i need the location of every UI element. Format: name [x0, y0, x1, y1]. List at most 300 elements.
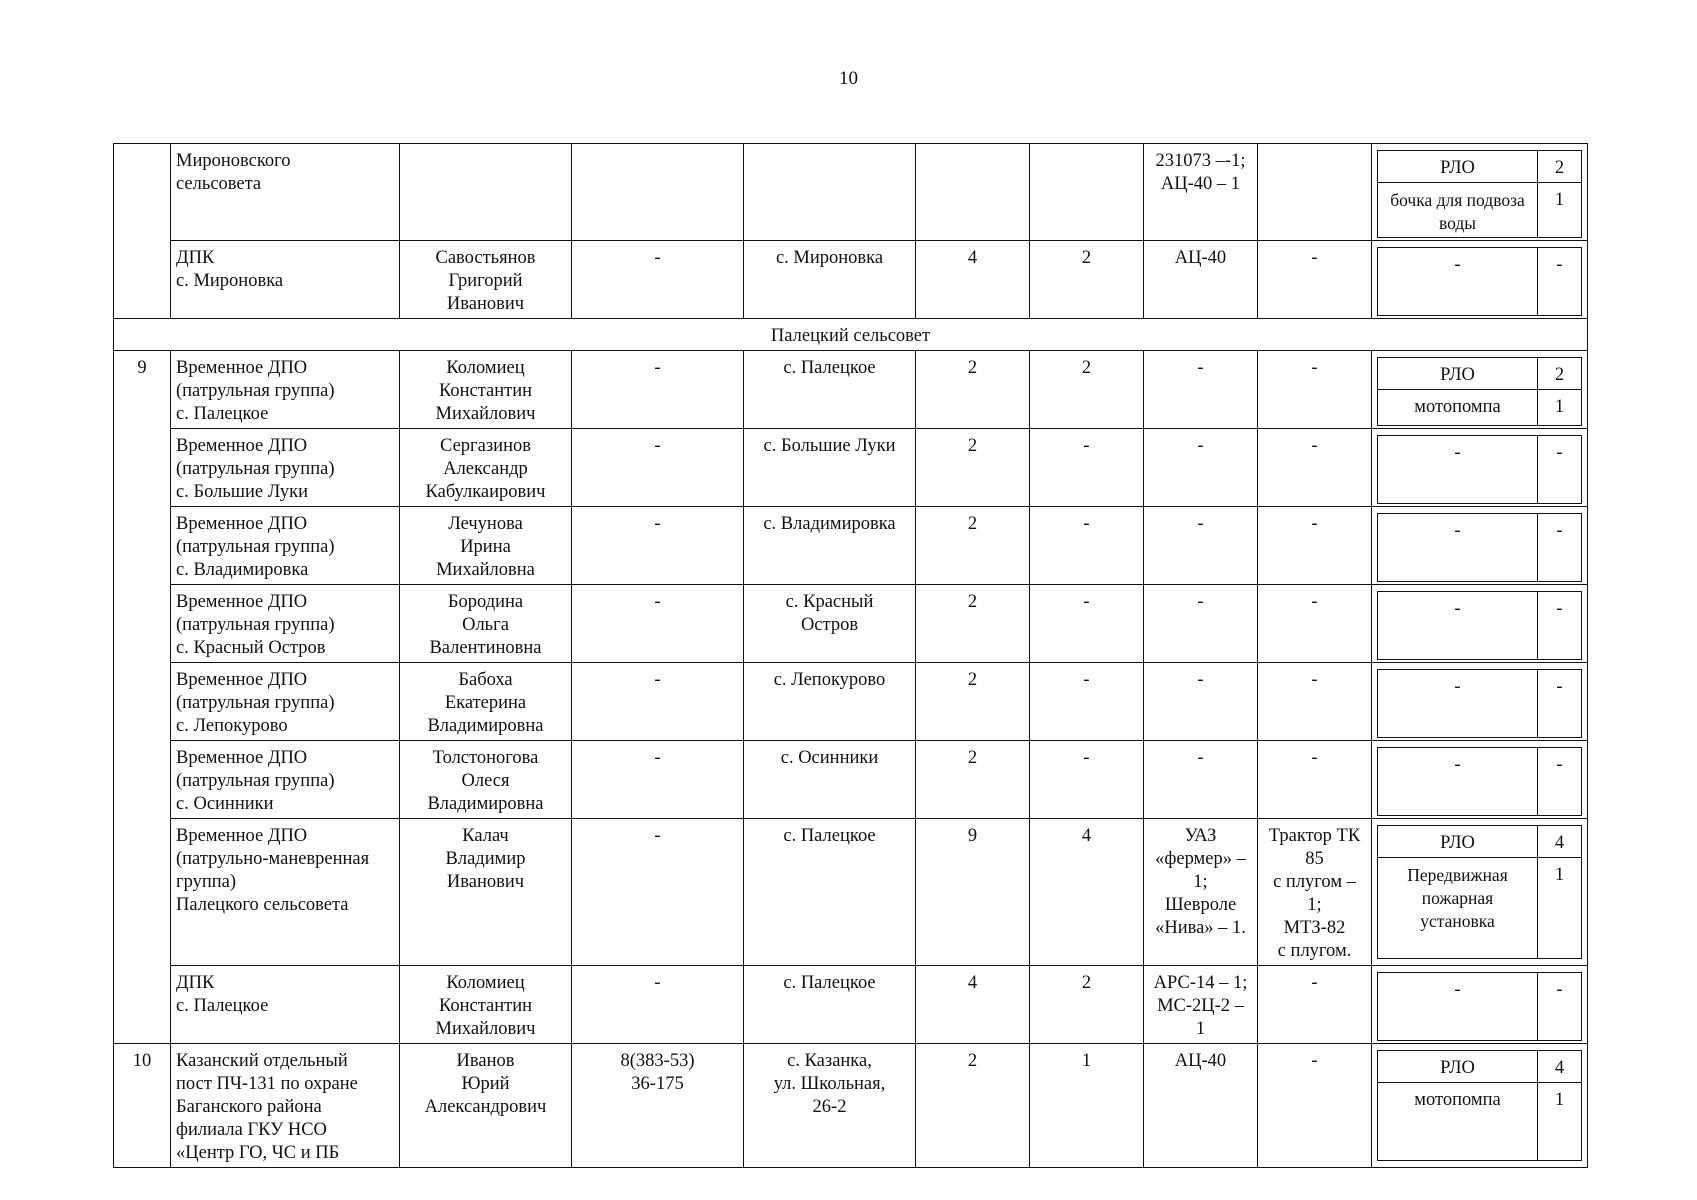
unit-shifts: - — [1030, 741, 1144, 819]
cell-line: - — [1311, 592, 1318, 612]
cell-line: УАЗ — [1184, 826, 1217, 846]
equipment-name-line: воды — [1438, 213, 1477, 233]
cell-line: Григорий — [448, 271, 523, 291]
equipment-name-line: РЛО — [1440, 158, 1475, 178]
cell-line: Владимировна — [427, 716, 544, 736]
cell-line: Иванович — [446, 872, 525, 892]
unit-location — [744, 663, 916, 741]
cell-line: Кабулкаирович — [425, 482, 546, 502]
equipment-list — [1377, 747, 1582, 816]
unit-equipment — [1372, 429, 1588, 507]
table-row — [114, 351, 1588, 429]
table-row — [114, 819, 1588, 966]
cell-line: АЦ-40 – 1 — [1160, 174, 1241, 194]
unit-equipment — [1372, 663, 1588, 741]
cell-line: Временное ДПО — [176, 826, 308, 846]
cell-line: 1; — [1307, 895, 1322, 915]
cell-line: - — [1197, 592, 1204, 612]
equipment-name — [1378, 973, 1538, 1041]
cell-line: Бабоха — [458, 670, 513, 690]
table-row — [114, 585, 1588, 663]
unit-shifts: 2 — [1030, 966, 1144, 1044]
cell-line: 231073 –-1; — [1155, 151, 1246, 171]
equipment-item — [1378, 1083, 1582, 1161]
unit-location — [744, 585, 916, 663]
unit-location — [744, 507, 916, 585]
equipment-name — [1378, 514, 1538, 582]
cell-line: с. Палецкое — [176, 404, 269, 424]
unit-equipment — [1372, 819, 1588, 966]
equipment-name-line: РЛО — [1440, 365, 1475, 385]
cell-line: Владимировна — [427, 794, 544, 814]
unit-phone — [572, 741, 744, 819]
table-row — [114, 429, 1588, 507]
unit-phone — [572, 819, 744, 966]
unit-machinery — [1144, 351, 1258, 429]
equipment-name-line: мотопомпа — [1414, 397, 1501, 417]
unit-machinery — [1144, 507, 1258, 585]
cell-line: - — [1311, 670, 1318, 690]
cell-line: - — [1197, 670, 1204, 690]
cell-line: Временное ДПО — [176, 358, 308, 378]
cell-line: с. Палецкое — [176, 996, 269, 1016]
cell-line: (патрульная группа) — [176, 537, 335, 557]
cell-line: Михайлович — [435, 1019, 536, 1039]
cell-line: АЦ-40 — [1174, 1051, 1227, 1071]
cell-line: с. Большие Луки — [763, 436, 896, 456]
equipment-count: - — [1538, 670, 1582, 738]
unit-staff: 4 — [916, 966, 1030, 1044]
cell-line: Лечунова — [448, 514, 523, 534]
cell-line: сельсовета — [176, 174, 262, 194]
unit-equipment — [1372, 1044, 1588, 1168]
equipment-count: - — [1538, 592, 1582, 660]
unit-staff: 9 — [916, 819, 1030, 966]
unit-name — [171, 966, 400, 1044]
equipment-name-line: РЛО — [1440, 833, 1475, 853]
cell-line: - — [1311, 248, 1318, 268]
unit-adapted-tech — [1258, 741, 1372, 819]
equipment-list — [1377, 972, 1582, 1041]
cell-line: Олеся — [461, 771, 510, 791]
cell-line: 1; — [1193, 872, 1208, 892]
unit-machinery — [1144, 741, 1258, 819]
equipment-item — [1378, 436, 1582, 504]
cell-line: Ирина — [460, 537, 511, 557]
cell-line: с. Красный Остров — [176, 638, 326, 658]
unit-adapted-tech — [1258, 429, 1372, 507]
equipment-list — [1377, 669, 1582, 738]
unit-adapted-tech — [1258, 585, 1372, 663]
cell-line: с. Казанка, — [787, 1051, 872, 1071]
unit-name — [171, 241, 400, 319]
unit-head — [400, 966, 572, 1044]
cell-line: (патрульная группа) — [176, 771, 335, 791]
equipment-count: 1 — [1538, 858, 1582, 959]
unit-shifts: - — [1030, 429, 1144, 507]
unit-location — [744, 144, 916, 241]
cell-line: - — [1197, 436, 1204, 456]
equipment-name — [1378, 858, 1538, 959]
equipment-name-line: пожарная — [1421, 888, 1494, 908]
equipment-list — [1377, 247, 1582, 316]
unit-machinery — [1144, 241, 1258, 319]
unit-equipment — [1372, 585, 1588, 663]
unit-location — [744, 1044, 916, 1168]
cell-line: с. Палецкое — [783, 826, 876, 846]
unit-phone — [572, 241, 744, 319]
cell-line: АРС-14 – 1; — [1153, 973, 1248, 993]
unit-staff — [916, 144, 1030, 241]
unit-machinery — [1144, 1044, 1258, 1168]
cell-line: «Нива» – 1. — [1155, 918, 1246, 938]
cell-line: Иванович — [446, 294, 525, 314]
row-number: 10 — [114, 1044, 171, 1168]
table-row — [114, 144, 1588, 241]
cell-line: ДПК — [176, 248, 215, 268]
table-row — [114, 741, 1588, 819]
cell-line: Александрович — [424, 1097, 547, 1117]
equipment-name-line: бочка для подвоза — [1390, 190, 1525, 210]
unit-adapted-tech — [1258, 819, 1372, 966]
cell-line: Ольга — [462, 615, 509, 635]
cell-line: - — [654, 436, 661, 456]
equipment-name-line: - — [1454, 521, 1461, 541]
unit-adapted-tech — [1258, 966, 1372, 1044]
unit-shifts: 4 — [1030, 819, 1144, 966]
unit-shifts: 2 — [1030, 351, 1144, 429]
unit-machinery — [1144, 966, 1258, 1044]
row-number — [114, 144, 171, 319]
unit-adapted-tech — [1258, 507, 1372, 585]
cell-line: Временное ДПО — [176, 514, 308, 534]
unit-location — [744, 966, 916, 1044]
unit-head — [400, 819, 572, 966]
cell-line: с. Владимировка — [176, 560, 309, 580]
unit-phone — [572, 429, 744, 507]
table-row — [114, 241, 1588, 319]
cell-line: Коломиец — [446, 358, 525, 378]
unit-machinery — [1144, 144, 1258, 241]
equipment-item — [1378, 248, 1582, 316]
fire-units-table — [113, 143, 1588, 1168]
row-number: 9 — [114, 351, 171, 1044]
unit-adapted-tech — [1258, 144, 1372, 241]
equipment-name — [1378, 826, 1538, 858]
cell-line: - — [1311, 358, 1318, 378]
cell-line: МТЗ-82 — [1283, 918, 1346, 938]
unit-phone — [572, 351, 744, 429]
equipment-list — [1377, 357, 1582, 426]
unit-staff: 2 — [916, 663, 1030, 741]
section-row — [114, 319, 1588, 351]
unit-shifts: - — [1030, 663, 1144, 741]
cell-line: Трактор ТК — [1268, 826, 1361, 846]
equipment-name-line: - — [1454, 443, 1461, 463]
cell-line: - — [1197, 358, 1204, 378]
unit-head — [400, 429, 572, 507]
unit-location — [744, 819, 916, 966]
unit-phone — [572, 1044, 744, 1168]
equipment-count: 1 — [1538, 390, 1582, 426]
cell-line: с. Осинники — [176, 794, 274, 814]
unit-head — [400, 1044, 572, 1168]
cell-line: с. Владимировка — [763, 514, 896, 534]
equipment-list — [1377, 591, 1582, 660]
cell-line: Валентиновна — [429, 638, 542, 658]
cell-line: с плугом – — [1273, 872, 1356, 892]
equipment-name — [1378, 358, 1538, 390]
cell-line: - — [654, 670, 661, 690]
equipment-item — [1378, 973, 1582, 1041]
cell-line: Савостьянов — [435, 248, 536, 268]
equipment-name-line: - — [1454, 677, 1461, 697]
cell-line: 36-175 — [631, 1074, 684, 1094]
equipment-item — [1378, 670, 1582, 738]
cell-line: Временное ДПО — [176, 592, 308, 612]
equipment-name — [1378, 670, 1538, 738]
cell-line: Остров — [800, 615, 859, 635]
cell-line: Временное ДПО — [176, 436, 308, 456]
unit-equipment — [1372, 144, 1588, 241]
unit-machinery — [1144, 663, 1258, 741]
cell-line: АЦ-40 — [1174, 248, 1227, 268]
cell-line: группа) — [176, 872, 237, 892]
equipment-name — [1378, 248, 1538, 316]
cell-line: с. Лепокурово — [176, 716, 288, 736]
equipment-name-line: - — [1454, 755, 1461, 775]
cell-line: Михайловна — [436, 560, 535, 580]
unit-shifts: - — [1030, 585, 1144, 663]
unit-name — [171, 429, 400, 507]
cell-line: (патрульная группа) — [176, 381, 335, 401]
equipment-count: 4 — [1538, 1051, 1582, 1083]
table-row — [114, 663, 1588, 741]
unit-name — [171, 819, 400, 966]
cell-line: - — [654, 973, 661, 993]
cell-line: «фермер» – — [1155, 849, 1246, 869]
cell-line: с. Палецкое — [783, 358, 876, 378]
cell-line: - — [654, 826, 661, 846]
table-body — [114, 144, 1588, 1168]
equipment-name-line: мотопомпа — [1414, 1090, 1501, 1110]
unit-staff: 2 — [916, 741, 1030, 819]
unit-staff: 2 — [916, 429, 1030, 507]
equipment-name-line: - — [1454, 255, 1461, 275]
cell-line: филиала ГКУ НСО — [176, 1120, 327, 1140]
unit-name — [171, 585, 400, 663]
equipment-name — [1378, 748, 1538, 816]
cell-line: Баганского района — [176, 1097, 322, 1117]
unit-adapted-tech — [1258, 351, 1372, 429]
unit-location — [744, 741, 916, 819]
cell-line: с. Красный — [785, 592, 874, 612]
cell-line: - — [1197, 514, 1204, 534]
equipment-count: 4 — [1538, 826, 1582, 858]
cell-line: с. Палецкое — [783, 973, 876, 993]
equipment-list — [1377, 513, 1582, 582]
cell-line: Мироновского — [176, 151, 291, 171]
table-row — [114, 1044, 1588, 1168]
cell-line: - — [654, 514, 661, 534]
equipment-item — [1378, 514, 1582, 582]
equipment-name-line: Передвижная — [1407, 865, 1508, 885]
cell-line: «Центр ГО, ЧС и ПБ — [176, 1143, 340, 1163]
cell-line: с. Лепокурово — [773, 670, 886, 690]
cell-line: - — [1311, 748, 1318, 768]
equipment-count: - — [1538, 748, 1582, 816]
equipment-name-line: установка — [1420, 911, 1495, 931]
unit-staff: 2 — [916, 507, 1030, 585]
unit-head — [400, 507, 572, 585]
cell-line: - — [654, 358, 661, 378]
cell-line: Екатерина — [444, 693, 527, 713]
unit-adapted-tech — [1258, 1044, 1372, 1168]
section-title: Палецкий сельсовет — [114, 319, 1588, 351]
unit-phone — [572, 966, 744, 1044]
equipment-count: 1 — [1538, 183, 1582, 238]
unit-head — [400, 585, 572, 663]
unit-equipment — [1372, 351, 1588, 429]
unit-phone — [572, 507, 744, 585]
equipment-name-line: - — [1454, 599, 1461, 619]
equipment-count: - — [1538, 436, 1582, 504]
equipment-list — [1377, 435, 1582, 504]
unit-location — [744, 241, 916, 319]
unit-machinery — [1144, 585, 1258, 663]
cell-line: Владимир — [445, 849, 526, 869]
cell-line: Калач — [462, 826, 509, 846]
equipment-list — [1377, 150, 1582, 238]
cell-line: ДПК — [176, 973, 215, 993]
equipment-name — [1378, 1083, 1538, 1161]
unit-equipment — [1372, 241, 1588, 319]
equipment-name-line: РЛО — [1440, 1058, 1475, 1078]
cell-line: Временное ДПО — [176, 748, 308, 768]
equipment-item — [1378, 358, 1582, 390]
cell-line: Константин — [438, 381, 533, 401]
cell-line: 1 — [1195, 1019, 1206, 1039]
equipment-name — [1378, 151, 1538, 183]
page-number: 10 — [839, 68, 858, 89]
cell-line: - — [654, 248, 661, 268]
equipment-name — [1378, 592, 1538, 660]
cell-line: - — [1311, 973, 1318, 993]
equipment-item — [1378, 592, 1582, 660]
equipment-name — [1378, 436, 1538, 504]
equipment-item — [1378, 858, 1582, 959]
unit-equipment — [1372, 741, 1588, 819]
unit-staff: 2 — [916, 585, 1030, 663]
cell-line: Бородина — [447, 592, 524, 612]
unit-name — [171, 741, 400, 819]
table-row — [114, 507, 1588, 585]
equipment-name — [1378, 1051, 1538, 1083]
cell-line: 8(383-53) — [620, 1051, 695, 1071]
equipment-count: - — [1538, 248, 1582, 316]
cell-line: Юрий — [461, 1074, 510, 1094]
unit-shifts — [1030, 144, 1144, 241]
cell-line: - — [1197, 748, 1204, 768]
cell-line: 26-2 — [812, 1097, 847, 1117]
unit-name — [171, 144, 400, 241]
unit-location — [744, 429, 916, 507]
unit-staff: 2 — [916, 351, 1030, 429]
cell-line: - — [654, 748, 661, 768]
cell-line: Толстоногова — [432, 748, 539, 768]
unit-location — [744, 351, 916, 429]
cell-line: Сергазинов — [440, 436, 531, 456]
cell-line: (патрульная группа) — [176, 459, 335, 479]
unit-name — [171, 663, 400, 741]
cell-line: ул. Школьная, — [773, 1074, 886, 1094]
unit-shifts: 1 — [1030, 1044, 1144, 1168]
cell-line: пост ПЧ-131 по охране — [176, 1074, 358, 1094]
unit-staff: 2 — [916, 1044, 1030, 1168]
cell-line: (патрульная группа) — [176, 693, 335, 713]
cell-line: Константин — [438, 996, 533, 1016]
cell-line: с. Мироновка — [775, 248, 884, 268]
equipment-list — [1377, 1050, 1582, 1161]
equipment-item — [1378, 1051, 1582, 1083]
equipment-list — [1377, 825, 1582, 959]
unit-name — [171, 507, 400, 585]
equipment-item — [1378, 183, 1582, 238]
unit-adapted-tech — [1258, 663, 1372, 741]
cell-line: с. Осинники — [780, 748, 879, 768]
cell-line: Коломиец — [446, 973, 525, 993]
table-row — [114, 966, 1588, 1044]
cell-line: - — [1311, 1051, 1318, 1071]
equipment-count: - — [1538, 973, 1582, 1041]
cell-line: с. Большие Луки — [176, 482, 308, 502]
cell-line: Палецкого сельсовета — [176, 895, 349, 915]
unit-phone — [572, 663, 744, 741]
unit-shifts: 2 — [1030, 241, 1144, 319]
unit-head — [400, 741, 572, 819]
equipment-count: 2 — [1538, 151, 1582, 183]
unit-head — [400, 241, 572, 319]
cell-line: с. Мироновка — [176, 271, 284, 291]
cell-line: (патрульная группа) — [176, 615, 335, 635]
cell-line: Александр — [443, 459, 528, 479]
unit-head — [400, 144, 572, 241]
unit-head — [400, 663, 572, 741]
unit-equipment — [1372, 507, 1588, 585]
unit-machinery — [1144, 819, 1258, 966]
cell-line: МС-2Ц-2 – — [1157, 996, 1244, 1016]
cell-line: Шевроле — [1164, 895, 1237, 915]
unit-name — [171, 351, 400, 429]
unit-equipment — [1372, 966, 1588, 1044]
cell-line: Михайлович — [435, 404, 536, 424]
equipment-count: 2 — [1538, 358, 1582, 390]
cell-line: - — [1311, 436, 1318, 456]
equipment-name — [1378, 390, 1538, 426]
cell-line: 85 — [1305, 849, 1324, 869]
cell-line: Иванов — [456, 1051, 515, 1071]
cell-line: Временное ДПО — [176, 670, 308, 690]
unit-adapted-tech — [1258, 241, 1372, 319]
equipment-item — [1378, 826, 1582, 858]
equipment-item — [1378, 151, 1582, 183]
unit-shifts: - — [1030, 507, 1144, 585]
equipment-item — [1378, 390, 1582, 426]
unit-head — [400, 351, 572, 429]
unit-staff: 4 — [916, 241, 1030, 319]
unit-phone — [572, 144, 744, 241]
equipment-item — [1378, 748, 1582, 816]
